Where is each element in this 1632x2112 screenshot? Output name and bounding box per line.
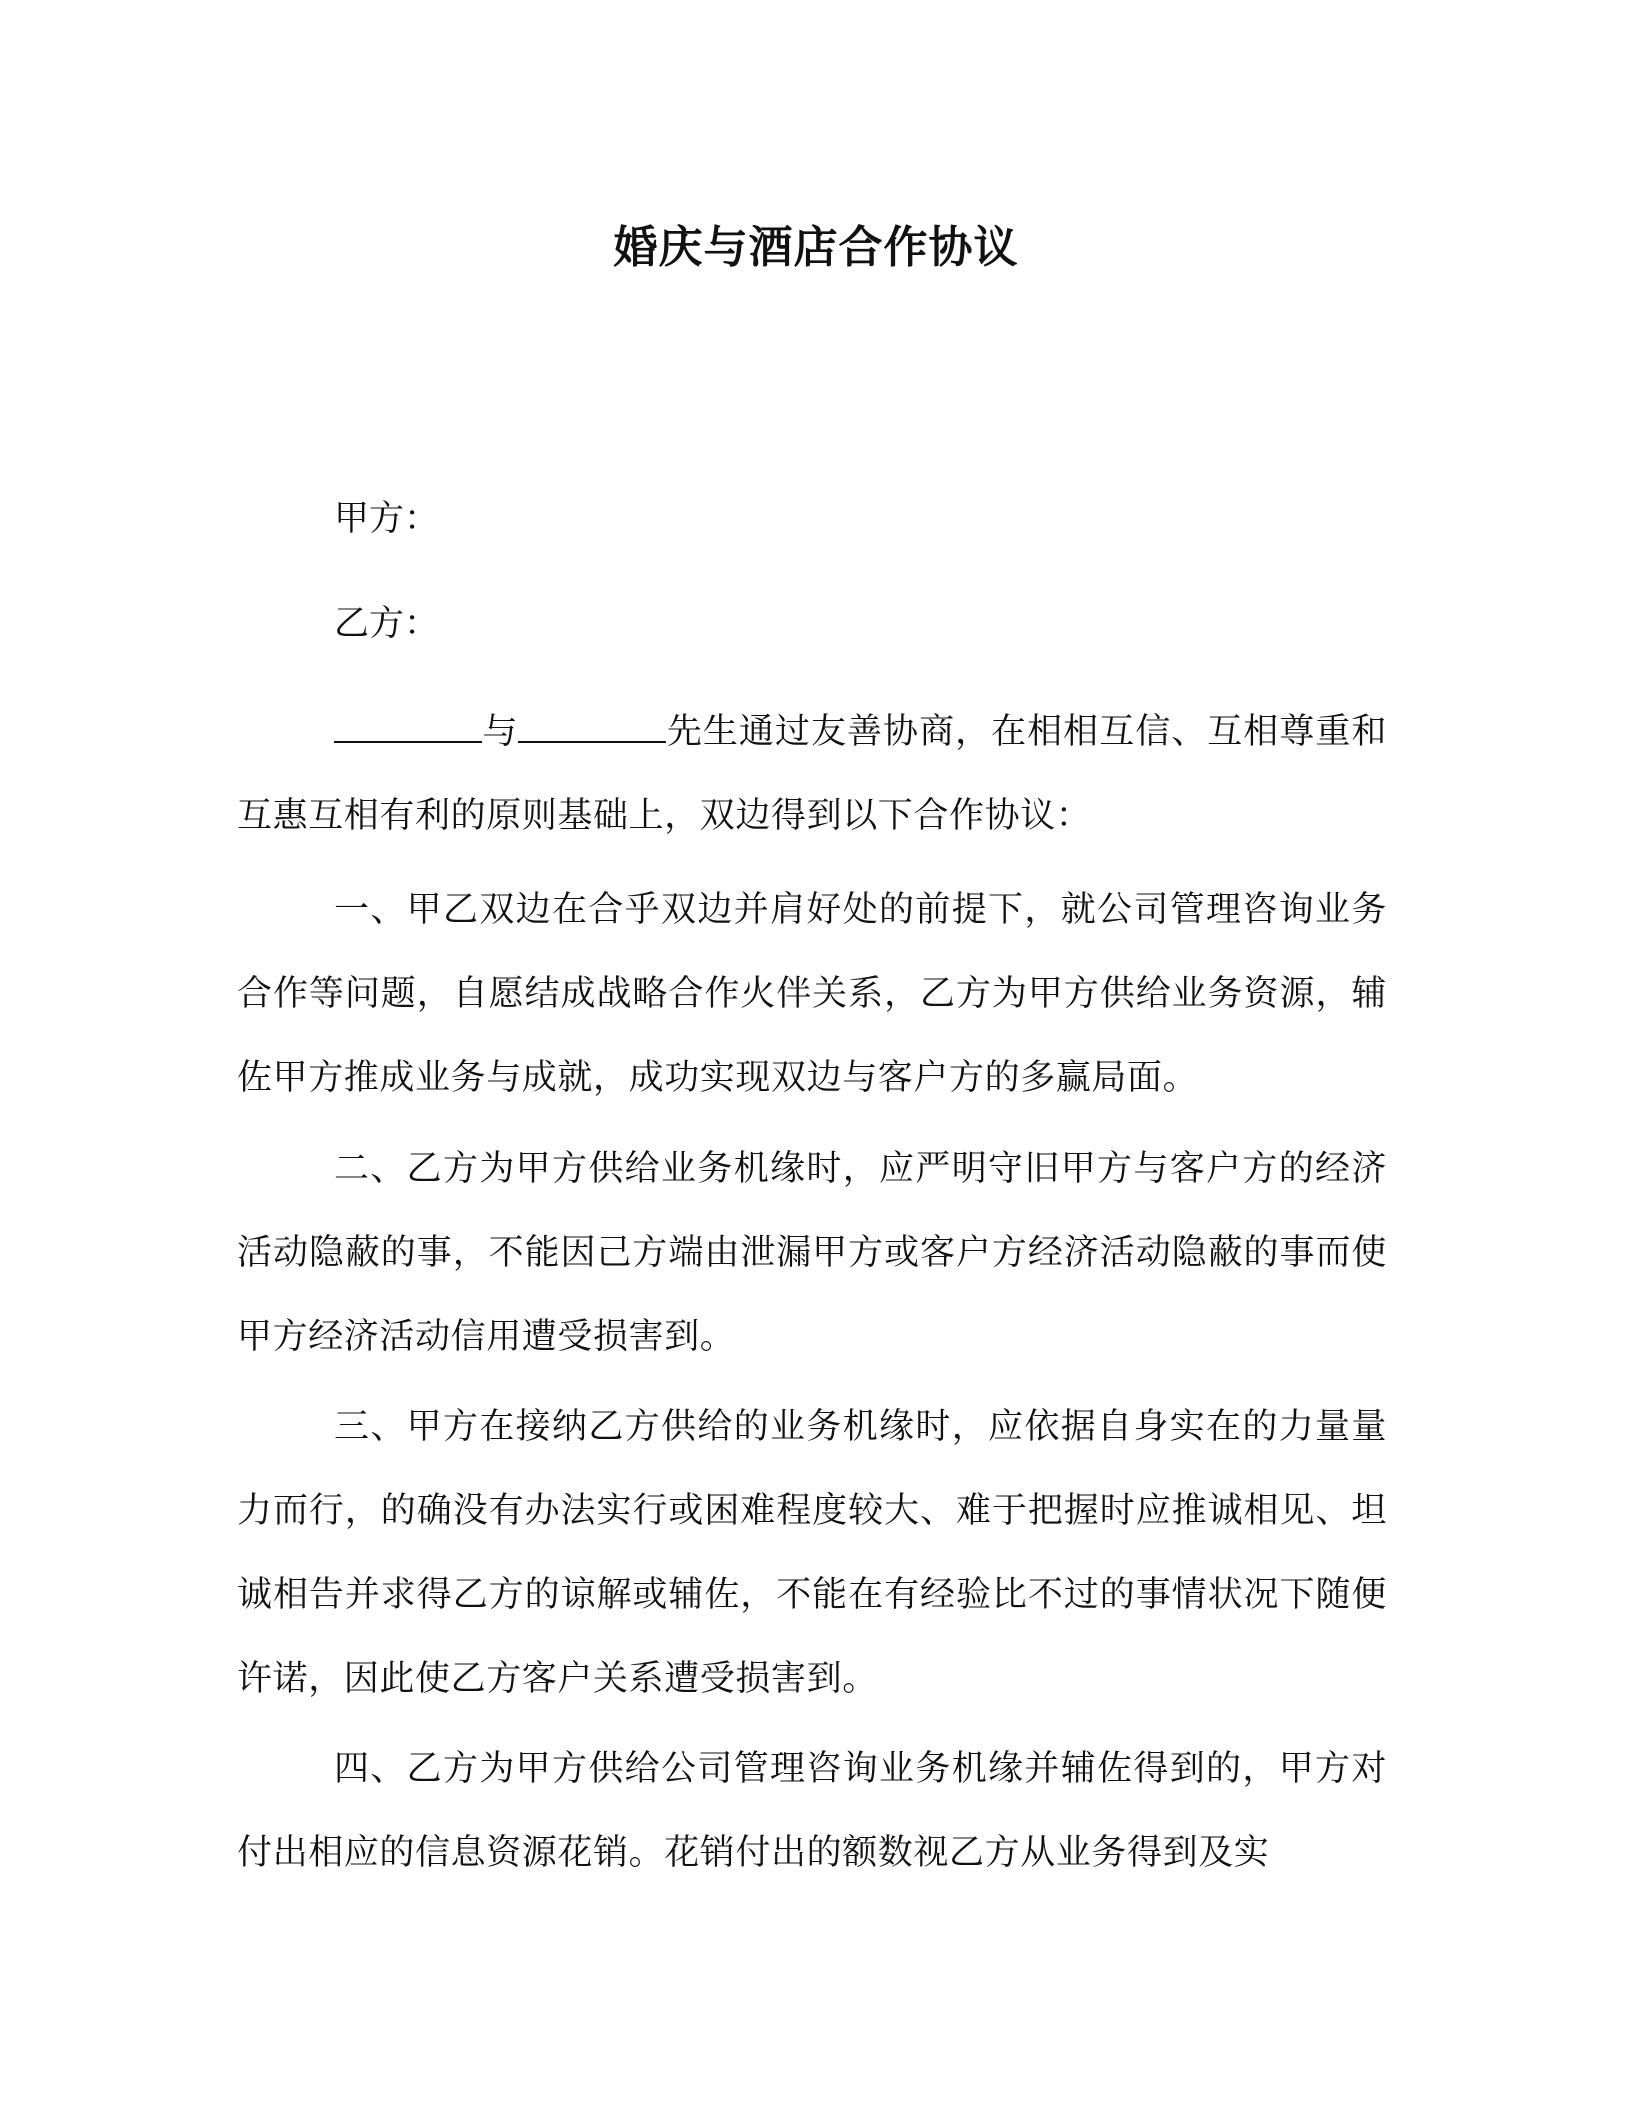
blank-line-1 [334, 713, 482, 743]
clause-1: 一、甲乙双边在合乎双边并肩好处的前提下，就公司管理咨询业务合作等问题，自愿结成战略合作火伴关系，乙方为甲方供给业务资源，辅佐甲方推成业务与成就，成功实现双边与客户方的多赢局面。 [237, 890, 1387, 1098]
party-a-label: 甲方： [334, 499, 440, 539]
blank-line-2 [518, 713, 666, 743]
party-b-label: 乙方： [334, 604, 440, 644]
clause-2: 二、乙方为甲方供给业务机缘时，应严明守旧甲方与客户方的经济活动隐蔽的事，不能因己方端由泄漏甲方或客户方经济活动隐蔽的事而使甲方经济活动信用遭受损害到。 [237, 1149, 1387, 1357]
clause-4: 四、乙方为甲方供给公司管理咨询业务机缘并辅佐得到的，甲方对付出相应的信息资源花销。花销付出的额数视乙方从业务得到及实 [237, 1749, 1387, 1873]
document-title: 婚庆与酒店合作协议 [613, 222, 1019, 273]
intro-text: 先生通过友善协商，在相相互信、互相尊重和互惠互相有利的原则基础上，双边得到以下合作协议： [237, 712, 1387, 836]
clause-3: 三、甲方在接纳乙方供给的业务机缘时，应依据自身实在的力量量力而行，的确没有办法实行或困难程度较大、难于把握时应推诚相见、坦诚相告并求得乙方的谅解或辅佐，不能在有经验比不过的事情状况下随便许诺，因此使乙方客户关系遭受损害到。 [237, 1407, 1387, 1699]
intro-paragraph [237, 690, 1387, 858]
intro-connector: 与 [482, 712, 519, 752]
